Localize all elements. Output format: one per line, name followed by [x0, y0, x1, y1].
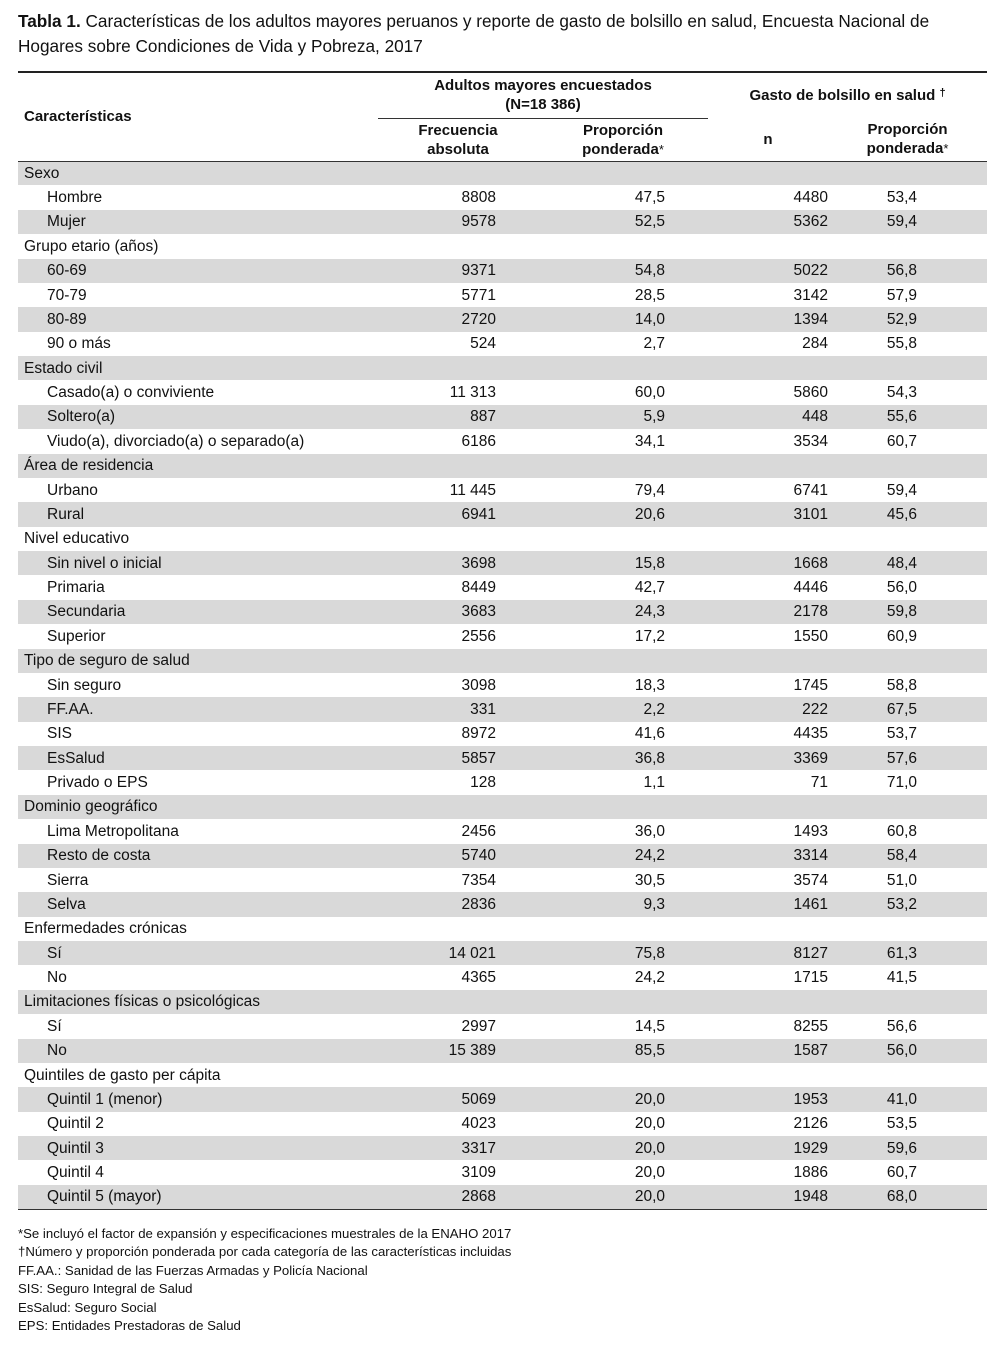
cell-frequency [378, 527, 538, 551]
cell-n: 5362 [708, 210, 828, 234]
cell-spending-proportion: 68,0 [828, 1185, 987, 1209]
cell-spending-proportion [828, 917, 987, 941]
cell-spending-proportion: 58,8 [886, 676, 918, 694]
header-proportion-line2: ponderada [582, 140, 659, 158]
header-n: n [763, 130, 773, 148]
data-table [18, 71, 987, 1210]
cell-spending-proportion [828, 649, 987, 673]
cell-proportion: 54,8 [538, 259, 708, 283]
category-row [18, 795, 987, 819]
cell-frequency: 3683 [378, 600, 538, 624]
table-header [18, 72, 987, 161]
cell-frequency: 2836 [378, 892, 538, 916]
cell-n: 1715 [793, 969, 829, 987]
cell-frequency [378, 917, 538, 941]
row-label: 60-69 [18, 259, 378, 283]
category-label: Tipo de seguro de salud [18, 649, 378, 673]
cell-n: 3574 [793, 871, 829, 889]
category-label: Nivel educativo [24, 530, 130, 548]
cell-spending-proportion: 53,2 [828, 892, 987, 916]
cell-proportion: 60,0 [634, 384, 666, 402]
cell-frequency [378, 234, 538, 258]
cell-n: 71 [810, 774, 829, 792]
table-row [18, 551, 987, 575]
cell-frequency: 15 389 [378, 1039, 538, 1063]
header-frequency [378, 118, 538, 161]
cell-spending-proportion [828, 1063, 987, 1087]
cell-proportion: 41,6 [634, 725, 666, 743]
table-caption [18, 9, 993, 59]
cell-spending-proportion: 53,5 [886, 1115, 918, 1133]
cell-spending-proportion [828, 161, 987, 185]
table-row [18, 697, 987, 721]
header-group-out-of-pocket [708, 72, 987, 118]
cell-proportion: 2,7 [643, 335, 666, 353]
category-label: Quintiles de gasto per cápita [24, 1066, 221, 1084]
row-label: Quintil 2 [47, 1115, 104, 1133]
cell-frequency: 8808 [461, 189, 496, 207]
cell-proportion [538, 161, 708, 185]
cell-proportion: 34,1 [634, 432, 666, 450]
row-label: No [47, 969, 67, 987]
row-label: Privado o EPS [47, 774, 148, 792]
cell-n: 3101 [708, 502, 828, 526]
cell-proportion: 20,0 [634, 1164, 666, 1182]
cell-proportion [538, 1063, 708, 1087]
row-label: Sin seguro [47, 676, 122, 694]
cell-n: 3369 [708, 746, 828, 770]
header-characteristics: Características [24, 108, 132, 126]
row-label: Casado(a) o conviviente [47, 384, 215, 402]
cell-spending-proportion: 56,0 [828, 1039, 987, 1063]
table-row [18, 1087, 987, 1111]
category-label: Área de residencia [18, 454, 378, 478]
header-weighted-proportion [538, 118, 708, 161]
table-body [18, 161, 987, 1209]
cell-frequency [378, 990, 538, 1014]
cell-proportion: 2,2 [538, 697, 708, 721]
cell-proportion: 36,8 [538, 746, 708, 770]
cell-frequency: 3698 [378, 551, 538, 575]
cell-spending-proportion: 48,4 [828, 551, 987, 575]
cell-proportion [538, 234, 708, 258]
cell-spending-proportion [828, 527, 987, 551]
row-label: Quintil 5 (mayor) [18, 1185, 378, 1209]
cell-n [708, 234, 828, 258]
cell-spending-proportion: 61,3 [828, 941, 987, 965]
table-row [18, 307, 987, 331]
cell-proportion: 28,5 [634, 286, 666, 304]
cell-spending-proportion: 55,8 [886, 335, 918, 353]
header-group-surveyed-line2: (N=18 386) [505, 96, 581, 114]
cell-n [708, 527, 828, 551]
cell-frequency: 4365 [461, 969, 496, 987]
table-row [18, 1014, 987, 1038]
cell-n: 1461 [708, 892, 828, 916]
row-label: 80-89 [18, 307, 378, 331]
cell-proportion: 20,0 [538, 1087, 708, 1111]
cell-n [708, 1063, 828, 1087]
table-row [18, 600, 987, 624]
cell-n: 1550 [793, 627, 829, 645]
cell-n: 1493 [793, 822, 829, 840]
category-row [18, 990, 987, 1014]
table-row [18, 429, 987, 453]
cell-frequency: 887 [378, 405, 538, 429]
cell-proportion: 20,6 [538, 502, 708, 526]
cell-spending-proportion: 53,4 [886, 189, 918, 207]
footnotes [18, 1225, 511, 1335]
cell-spending-proportion: 59,4 [828, 210, 987, 234]
table-row [18, 673, 987, 697]
table-row [18, 892, 987, 916]
table-row [18, 722, 987, 746]
asterisk-mark: * [658, 141, 664, 157]
table-row [18, 478, 987, 502]
table-row [18, 575, 987, 599]
row-label: Primaria [47, 579, 105, 597]
cell-n: 2126 [793, 1115, 829, 1133]
cell-n: 4435 [793, 725, 829, 743]
table-row [18, 965, 987, 989]
cell-proportion: 17,2 [634, 627, 666, 645]
table-row [18, 868, 987, 892]
table-row [18, 1136, 987, 1160]
footnote: EsSalud: Seguro Social [18, 1299, 157, 1315]
table-row [18, 941, 987, 965]
header-frequency-line2: absoluta [427, 140, 489, 158]
cell-spending-proportion: 60,7 [886, 432, 918, 450]
category-row [18, 356, 987, 380]
category-label: Grupo etario (años) [24, 237, 159, 255]
row-label: Mujer [18, 210, 378, 234]
cell-proportion [538, 917, 708, 941]
category-label: Limitaciones físicas o psicológicas [18, 990, 378, 1014]
category-label: Enfermedades crónicas [24, 920, 187, 938]
cell-frequency: 8972 [461, 725, 496, 743]
cell-frequency: 524 [470, 335, 496, 353]
cell-frequency: 5771 [461, 286, 496, 304]
cell-frequency: 2868 [378, 1185, 538, 1209]
cell-n: 6741 [793, 481, 829, 499]
table-row [18, 746, 987, 770]
row-label: Sin nivel o inicial [18, 551, 378, 575]
cell-spending-proportion: 53,7 [886, 725, 918, 743]
cell-proportion: 20,0 [634, 1115, 666, 1133]
table-row [18, 380, 987, 404]
cell-proportion: 47,5 [634, 189, 666, 207]
cell-frequency: 6186 [461, 432, 496, 450]
cell-spending-proportion: 55,6 [828, 405, 987, 429]
cell-proportion: 20,0 [538, 1136, 708, 1160]
cell-frequency [378, 649, 538, 673]
category-row [18, 649, 987, 673]
cell-n: 5022 [708, 259, 828, 283]
cell-n: 4446 [793, 579, 829, 597]
table-title: Características de los adultos mayores peruanos y reporte de gasto de bolsillo en salud, Encuesta Nacional de Hogares sobre Condiciones de Vida y Pobreza, 2017 [18, 11, 930, 56]
cell-proportion: 9,3 [538, 892, 708, 916]
cell-n: 3534 [793, 432, 829, 450]
cell-frequency: 2556 [461, 627, 496, 645]
cell-spending-proportion: 41,0 [828, 1087, 987, 1111]
header-proportion-line1: Proporción [583, 121, 664, 139]
row-label: 70-79 [47, 286, 87, 304]
cell-n: 1668 [708, 551, 828, 575]
row-label: Viudo(a), divorciado(a) o separado(a) [47, 432, 305, 450]
header-group-surveyed [378, 72, 708, 118]
cell-proportion: 75,8 [538, 941, 708, 965]
cell-proportion [538, 356, 708, 380]
cell-proportion: 24,2 [634, 969, 666, 987]
cell-frequency: 2720 [378, 307, 538, 331]
cell-spending-proportion: 54,3 [886, 384, 918, 402]
cell-proportion: 24,3 [538, 600, 708, 624]
cell-frequency: 3109 [461, 1164, 496, 1182]
row-label: Soltero(a) [18, 405, 378, 429]
cell-proportion: 85,5 [538, 1039, 708, 1063]
cell-spending-proportion: 60,9 [886, 627, 918, 645]
footnote: *Se incluyó el factor de expansión y especificaciones muestrales de la ENAHO 2017 [18, 1226, 512, 1241]
cell-n: 284 [802, 335, 829, 353]
cell-frequency: 6941 [378, 502, 538, 526]
table-row [18, 405, 987, 429]
cell-spending-proportion: 56,6 [886, 1017, 918, 1035]
cell-proportion: 1,1 [643, 774, 666, 792]
dagger-mark: † [939, 87, 946, 99]
cell-frequency: 7354 [461, 871, 496, 889]
cell-frequency: 8449 [461, 579, 496, 597]
cell-n: 3314 [708, 844, 828, 868]
category-label: Estado civil [18, 356, 378, 380]
table-row [18, 210, 987, 234]
cell-frequency: 3098 [461, 676, 496, 694]
cell-proportion [538, 649, 708, 673]
cell-spending-proportion: 45,6 [828, 502, 987, 526]
cell-proportion [538, 454, 708, 478]
cell-n: 8255 [793, 1017, 829, 1035]
row-label: Selva [18, 892, 378, 916]
cell-n: 1886 [793, 1164, 829, 1182]
cell-frequency [378, 454, 538, 478]
cell-n: 8127 [708, 941, 828, 965]
footnote: FF.AA.: Sanidad de las Fuerzas Armadas y Policía Nacional [18, 1262, 368, 1278]
header-group-out-of-pocket-text: Gasto de bolsillo en salud [749, 87, 936, 104]
row-label: Urbano [47, 481, 98, 499]
table-row [18, 1160, 987, 1184]
table-row [18, 1039, 987, 1063]
table-row [18, 502, 987, 526]
cell-n: 1929 [708, 1136, 828, 1160]
header-group-surveyed-line1: Adultos mayores encuestados [434, 77, 652, 95]
cell-n [708, 356, 828, 380]
cell-n: 1394 [708, 307, 828, 331]
header-frequency-line1: Frecuencia [418, 121, 498, 139]
table-row [18, 283, 987, 307]
row-label: Lima Metropolitana [47, 822, 179, 840]
cell-proportion: 42,7 [634, 579, 666, 597]
footnote: †Número y proporción ponderada por cada categoría de las características incluidas [18, 1244, 512, 1260]
cell-n: 448 [708, 405, 828, 429]
cell-frequency: 3317 [378, 1136, 538, 1160]
cell-proportion [538, 795, 708, 819]
cell-frequency: 14 021 [378, 941, 538, 965]
cell-spending-proportion: 56,0 [886, 579, 918, 597]
cell-frequency: 2456 [461, 822, 496, 840]
cell-n: 2178 [708, 600, 828, 624]
table-row [18, 844, 987, 868]
cell-frequency [378, 356, 538, 380]
category-row [18, 527, 987, 551]
cell-spending-proportion: 59,6 [828, 1136, 987, 1160]
cell-spending-proportion [828, 795, 987, 819]
table-row [18, 185, 987, 209]
row-label: Rural [18, 502, 378, 526]
cell-n: 4480 [793, 189, 829, 207]
row-label: Resto de costa [18, 844, 378, 868]
header-proportion-2-line2: ponderada [866, 140, 944, 158]
cell-n: 1953 [708, 1087, 828, 1111]
table-number: Tabla 1. [18, 11, 81, 31]
cell-proportion: 52,5 [538, 210, 708, 234]
row-label: Quintil 3 [18, 1136, 378, 1160]
row-label: 90 o más [47, 335, 111, 353]
cell-spending-proportion: 67,5 [828, 697, 987, 721]
cell-frequency: 128 [470, 774, 496, 792]
table-row [18, 1185, 987, 1209]
cell-proportion: 79,4 [634, 481, 666, 499]
cell-spending-proportion [828, 356, 987, 380]
cell-proportion: 20,0 [538, 1185, 708, 1209]
cell-n: 1948 [708, 1185, 828, 1209]
cell-frequency: 5069 [378, 1087, 538, 1111]
table-row [18, 770, 987, 794]
cell-frequency [378, 1063, 538, 1087]
cell-frequency [378, 161, 538, 185]
category-row [18, 1063, 987, 1087]
header-proportion-2-line1: Proporción [867, 121, 948, 139]
footnote: SIS: Seguro Integral de Salud [18, 1281, 193, 1297]
cell-proportion: 18,3 [634, 676, 666, 694]
cell-spending-proportion [828, 990, 987, 1014]
table-row [18, 624, 987, 648]
category-label: Dominio geográfico [18, 795, 378, 819]
row-label: Sí [18, 941, 378, 965]
cell-proportion: 5,9 [538, 405, 708, 429]
cell-spending-proportion: 60,8 [886, 822, 918, 840]
category-label: Sexo [18, 161, 378, 185]
cell-spending-proportion: 58,4 [828, 844, 987, 868]
cell-n: 1587 [708, 1039, 828, 1063]
cell-spending-proportion: 60,7 [886, 1164, 918, 1182]
table-row [18, 259, 987, 283]
asterisk-mark-2: * [943, 141, 949, 157]
cell-proportion: 14,0 [538, 307, 708, 331]
category-row [18, 917, 987, 941]
row-label: Secundaria [18, 600, 378, 624]
cell-frequency: 5857 [378, 746, 538, 770]
category-row [18, 454, 987, 478]
header-weighted-proportion-2 [828, 118, 987, 161]
cell-n [708, 649, 828, 673]
cell-spending-proportion: 57,9 [886, 286, 918, 304]
row-label: Quintil 4 [47, 1164, 104, 1182]
cell-spending-proportion: 71,0 [886, 774, 918, 792]
cell-n [708, 161, 828, 185]
cell-proportion: 15,8 [538, 551, 708, 575]
row-label: No [18, 1039, 378, 1063]
cell-spending-proportion [828, 454, 987, 478]
table-row [18, 332, 987, 356]
cell-n [708, 795, 828, 819]
cell-n [708, 990, 828, 1014]
footnote: EPS: Entidades Prestadoras de Salud [18, 1318, 241, 1334]
row-label: Hombre [47, 189, 103, 207]
row-label: EsSalud [18, 746, 378, 770]
cell-spending-proportion: 59,8 [828, 600, 987, 624]
cell-spending-proportion: 52,9 [828, 307, 987, 331]
row-label: FF.AA. [18, 697, 378, 721]
row-label: SIS [47, 725, 72, 743]
cell-proportion: 36,0 [634, 822, 666, 840]
cell-proportion: 24,2 [538, 844, 708, 868]
cell-frequency: 331 [378, 697, 538, 721]
table-row [18, 1112, 987, 1136]
cell-frequency: 2997 [461, 1017, 496, 1035]
cell-n [708, 454, 828, 478]
cell-n: 5860 [793, 384, 829, 402]
cell-frequency: 11 445 [449, 481, 496, 499]
cell-frequency: 11 313 [449, 384, 496, 402]
cell-spending-proportion: 56,8 [828, 259, 987, 283]
cell-proportion: 30,5 [634, 871, 666, 889]
cell-n: 1745 [793, 676, 829, 694]
row-label: Quintil 1 (menor) [18, 1087, 378, 1111]
cell-n [708, 917, 828, 941]
cell-spending-proportion: 57,6 [828, 746, 987, 770]
cell-spending-proportion: 41,5 [886, 969, 918, 987]
row-label: Sí [47, 1017, 62, 1035]
row-label: Superior [47, 627, 106, 645]
cell-frequency: 9578 [378, 210, 538, 234]
cell-proportion: 14,5 [634, 1017, 666, 1035]
row-label: Sierra [47, 871, 89, 889]
category-row [18, 234, 987, 258]
cell-spending-proportion: 59,4 [886, 481, 918, 499]
table-row [18, 819, 987, 843]
cell-spending-proportion: 51,0 [886, 871, 918, 889]
cell-frequency: 5740 [378, 844, 538, 868]
cell-frequency: 4023 [461, 1115, 496, 1133]
cell-frequency: 9371 [378, 259, 538, 283]
cell-frequency [378, 795, 538, 819]
cell-proportion [538, 990, 708, 1014]
cell-proportion [538, 527, 708, 551]
cell-spending-proportion [828, 234, 987, 258]
cell-n: 3142 [793, 286, 829, 304]
category-row [18, 161, 987, 185]
cell-n: 222 [708, 697, 828, 721]
